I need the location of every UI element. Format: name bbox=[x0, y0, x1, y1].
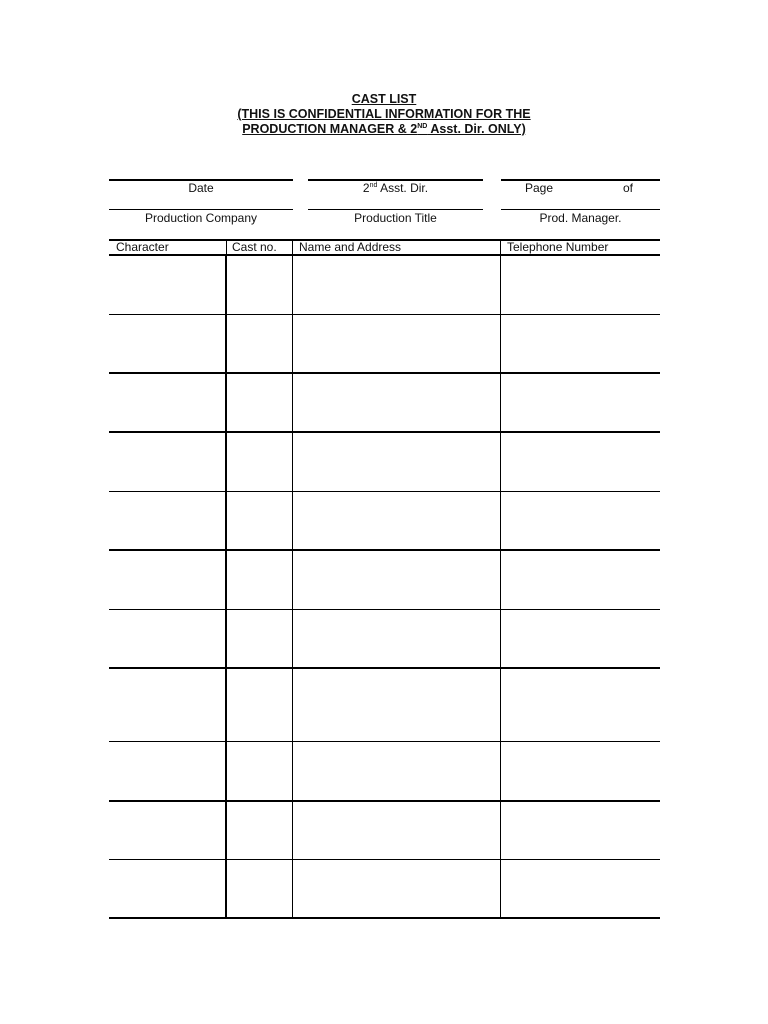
column-header-character: Character bbox=[116, 240, 169, 254]
production-company-line bbox=[109, 209, 293, 210]
column-header-name-address: Name and Address bbox=[299, 240, 402, 254]
header-divider-3 bbox=[500, 240, 501, 255]
row-line-5 bbox=[109, 549, 660, 551]
row-line-1 bbox=[109, 314, 660, 315]
production-title-line bbox=[308, 209, 483, 210]
cast-list-title bbox=[0, 92, 768, 137]
header-divider-1 bbox=[226, 240, 227, 255]
title-line-2: (THIS IS CONFIDENTIAL INFORMATION FOR THE bbox=[237, 107, 531, 121]
column-header-cast-no: Cast no. bbox=[232, 240, 277, 254]
prod-manager-label: Prod. Manager. bbox=[539, 211, 622, 225]
title-line-3: PRODUCTION MANAGER & 2ND Asst. Dir. ONLY) bbox=[242, 122, 526, 136]
header-bottom-border bbox=[109, 254, 660, 256]
row-line-3 bbox=[109, 431, 660, 433]
row-line-10 bbox=[109, 859, 660, 860]
table-bottom-border bbox=[109, 917, 660, 919]
page-of-label: of bbox=[623, 181, 634, 195]
header-divider-2 bbox=[292, 240, 293, 255]
date-label: Date bbox=[188, 181, 214, 195]
column-divider-name bbox=[500, 255, 501, 919]
production-title-label: Production Title bbox=[354, 211, 437, 225]
row-line-6 bbox=[109, 609, 660, 610]
column-divider-character bbox=[225, 255, 227, 919]
column-header-telephone: Telephone Number bbox=[507, 240, 609, 254]
production-company-label: Production Company bbox=[144, 211, 258, 225]
row-line-4 bbox=[109, 491, 660, 492]
row-line-8 bbox=[109, 741, 660, 742]
column-divider-cast-no bbox=[292, 255, 293, 919]
title-line-1: CAST LIST bbox=[351, 92, 417, 106]
asst-dir-label: 2nd Asst. Dir. bbox=[362, 181, 429, 195]
page-label: Page bbox=[525, 181, 554, 195]
row-line-9 bbox=[109, 800, 660, 802]
row-line-7 bbox=[109, 667, 660, 669]
row-line-2 bbox=[109, 372, 660, 374]
prod-manager-line bbox=[501, 209, 660, 210]
